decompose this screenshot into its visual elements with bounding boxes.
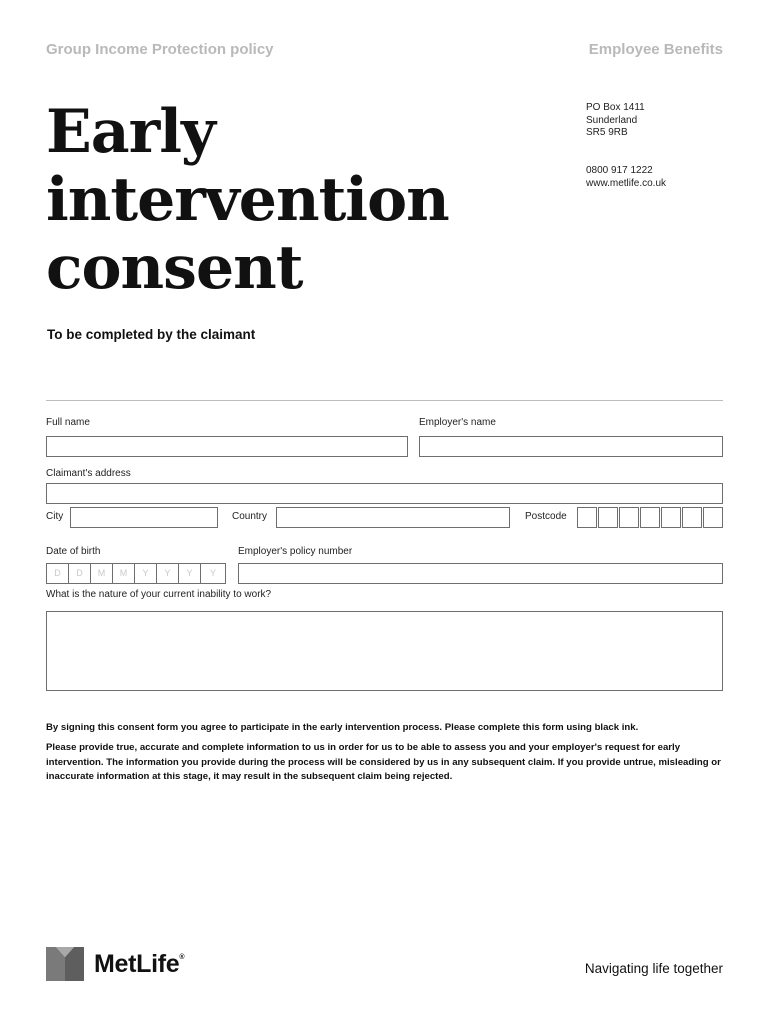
logo-wordmark: MetLife — [94, 950, 180, 978]
policy-number-field[interactable] — [238, 563, 723, 584]
employer-name-field[interactable] — [419, 436, 723, 457]
postcode-cell[interactable] — [661, 507, 681, 528]
dob-year-cell[interactable]: Y — [134, 563, 157, 584]
metlife-logo-icon — [46, 947, 84, 981]
title-line-3: consent — [46, 233, 303, 303]
section-divider — [46, 400, 723, 401]
inability-textarea[interactable] — [46, 611, 723, 691]
postcode-cell[interactable] — [682, 507, 702, 528]
employer-name-label: Employer's name — [419, 417, 496, 428]
postcode-cell[interactable] — [577, 507, 597, 528]
postal-address — [586, 102, 645, 140]
website-url: www.metlife.co.uk — [586, 177, 667, 189]
dob-month-cell[interactable]: M — [90, 563, 113, 584]
country-field[interactable] — [276, 507, 510, 528]
policy-number-label: Employer's policy number — [238, 546, 353, 557]
metlife-logo — [94, 950, 184, 979]
claimant-address-field[interactable] — [46, 483, 723, 504]
title-line-1: Early — [46, 97, 215, 167]
address-line-1: PO Box 1411 — [586, 102, 645, 113]
dob-year-cell[interactable]: Y — [156, 563, 179, 584]
title-line-2: intervention — [46, 165, 449, 235]
city-label: City — [46, 511, 64, 522]
phone-number: 0800 917 1222 — [586, 165, 653, 176]
dob-year-cell[interactable]: Y — [200, 563, 226, 584]
dob-day-cell[interactable]: D — [68, 563, 91, 584]
dob-year-cell[interactable]: Y — [178, 563, 201, 584]
address-line-2: Sunderland — [586, 114, 638, 126]
postcode-cell[interactable] — [598, 507, 618, 528]
form-subtitle: To be completed by the claimant — [47, 327, 256, 342]
dob-day-cell[interactable]: D — [46, 563, 69, 584]
address-line-3: SR5 9RB — [586, 127, 628, 138]
dob-label: Date of birth — [46, 546, 101, 557]
tagline: Navigating life together — [584, 961, 723, 976]
postcode-label: Postcode — [525, 511, 567, 522]
contact-details — [586, 165, 666, 190]
page-title — [46, 98, 449, 302]
dob-month-cell[interactable]: M — [112, 563, 135, 584]
country-label: Country — [232, 511, 268, 522]
full-name-field[interactable] — [46, 436, 408, 457]
policy-type-header: Group Income Protection policy — [46, 41, 274, 58]
employee-benefits-header: Employee Benefits — [588, 41, 723, 58]
consent-statement: By signing this consent form you agree to participate in the early intervention process. Please complete this form using black ink. — [46, 722, 639, 733]
inability-label: What is the nature of your current inability to work? — [46, 589, 272, 600]
city-field[interactable] — [70, 507, 218, 528]
registered-mark: ® — [179, 954, 185, 961]
full-name-label: Full name — [46, 417, 90, 428]
accuracy-statement: Please provide true, accurate and complete information to us in order for us to be able to assess you and your employer's request for early intervention. The information you provide during the process will be considered by us in any subsequent claim. If you provide untrue, misleading or inaccurate information at this stage, it may result in the subsequent claim being rejected. — [46, 742, 721, 782]
postcode-cell[interactable] — [640, 507, 660, 528]
claimant-address-label: Claimant's address — [46, 468, 131, 479]
postcode-cell[interactable] — [703, 507, 723, 528]
postcode-cell[interactable] — [619, 507, 639, 528]
